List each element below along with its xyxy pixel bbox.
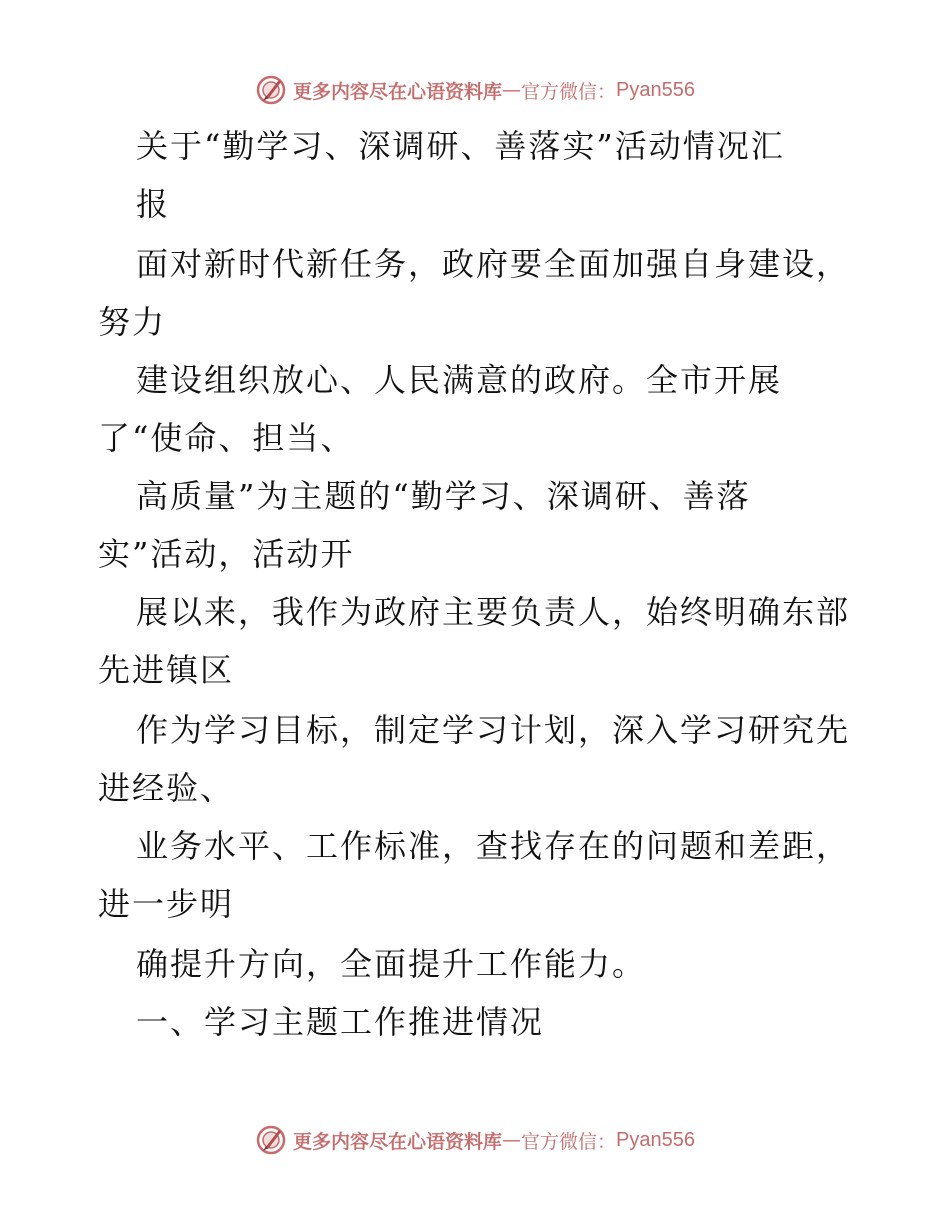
doc-text-line: 作为学习目标，制定学习计划，深入学习研究先	[136, 711, 851, 749]
doc-text-line: 面对新时代新任务，政府要全面加强自身建设，	[136, 245, 851, 283]
watermark-separator: —	[502, 79, 522, 101]
watermark-brand-text: 更多内容尽在心语资料库	[293, 1130, 503, 1153]
quill-logo-icon	[255, 74, 287, 106]
doc-text-line: 展以来，我作为政府主要负责人，始终明确东部	[136, 593, 851, 631]
doc-section-heading: 一、学习主题工作推进情况	[136, 1003, 545, 1041]
doc-text-line: 确提升方向，全面提升工作能力。	[136, 945, 647, 983]
watermark-wechat-id: Pyan556	[616, 78, 695, 101]
doc-text-line: 高质量”为主题的“勤学习、深调研、善落	[136, 477, 751, 515]
watermark-wechat-label: 官方微信：	[521, 80, 617, 103]
footer-watermark	[0, 1120, 950, 1160]
header-watermark	[0, 70, 950, 110]
doc-text-line: 实”活动，活动开	[98, 535, 355, 573]
doc-text-line: 建设组织放心、人民满意的政府。全市开展	[136, 361, 783, 399]
doc-title-line-1: 关于“勤学习、深调研、善落实”活动情况汇	[136, 127, 785, 165]
watermark-wechat-label: 官方微信：	[521, 1130, 617, 1153]
doc-text-line: 了“使命、担当、	[98, 419, 355, 457]
watermark-separator: —	[502, 1129, 522, 1151]
doc-title-line-2: 报	[136, 185, 171, 223]
doc-text-line: 业务水平、工作标准，查找存在的问题和差距，	[136, 827, 851, 865]
watermark-wechat-id: Pyan556	[616, 1128, 695, 1151]
doc-text-line: 努力	[98, 303, 167, 341]
quill-logo-icon	[255, 1124, 287, 1156]
watermark-brand-text: 更多内容尽在心语资料库	[293, 80, 503, 103]
doc-text-line: 进经验、	[98, 769, 235, 807]
doc-text-line: 先进镇区	[98, 651, 235, 689]
doc-text-line: 进一步明	[98, 885, 235, 923]
